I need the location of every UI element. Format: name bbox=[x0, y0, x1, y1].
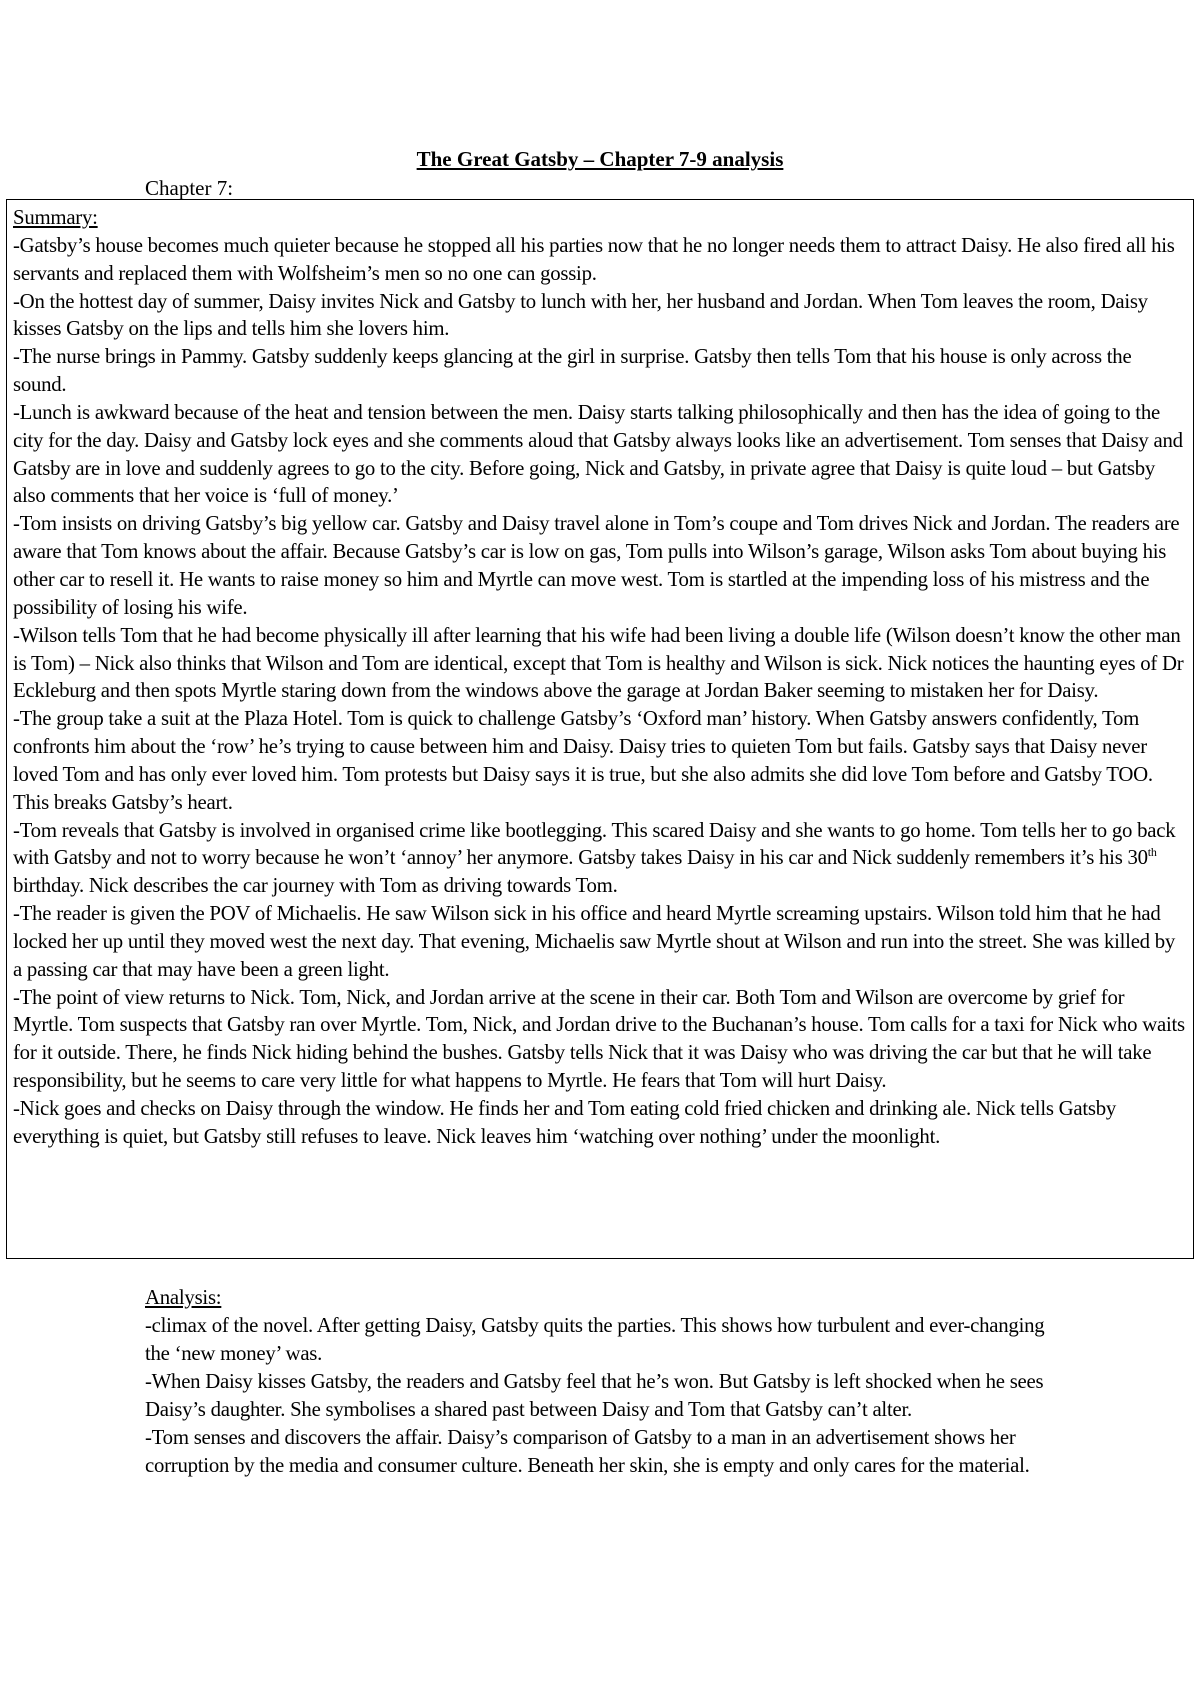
ordinal-suffix: th bbox=[1147, 845, 1157, 860]
summary-paragraph: -The nurse brings in Pammy. Gatsby suddenly keeps glancing at the girl in surprise. Gatsby then tells Tom that his house is only across the sound. bbox=[13, 345, 1132, 397]
analysis-heading: Analysis: bbox=[145, 1286, 222, 1309]
birthday-text-after: birthday. Nick describes the car journey with Tom as driving towards Tom. bbox=[13, 874, 618, 898]
summary-box bbox=[6, 199, 1194, 1259]
document-title: The Great Gatsby – Chapter 7-9 analysis bbox=[416, 147, 784, 171]
birthday-text-before: -Tom reveals that Gatsby is involved in organised crime like bootlegging. This scared Daisy and she wants to go home. Tom tells her to go back with Gatsby and not to worry because he won’t ‘annoy’ her anymore. Gatsby takes Daisy in his car and Nick suddenly remembers it’s his 30 bbox=[13, 818, 1176, 870]
analysis-paragraph: -climax of the novel. After getting Daisy, Gatsby quits the parties. This shows how turbulent and ever-changing the ‘new money’ was. bbox=[145, 1314, 1045, 1365]
summary-paragraph: -The point of view returns to Nick. Tom, Nick, and Jordan arrive at the scene in their car. Both Tom and Wilson are overcome by grief for Myrtle. Tom suspects that Gatsby ran over Myrtle. Tom, Nick, and Jordan drive to the Buchanan’s house. Tom calls for a taxi for Nick who waits for it outside. There, he finds Nick hiding behind the bushes. Gatsby tells Nick that it was Daisy who was driving the car but that he will take responsibility, but he seems to care very little for what happens to Myrtle. He fears that Tom will hurt Daisy. bbox=[13, 985, 1185, 1093]
summary-paragraph: -The reader is given the POV of Michaelis. He saw Wilson sick in his office and heard Myrtle screaming upstairs. Wilson told him that he had locked her up until they moved west the next day. That evening, Michaelis saw Myrtle shout at Wilson and run into the street. She was killed by a passing car that may have been a green light. bbox=[13, 902, 1176, 981]
summary-paragraph: -Gatsby’s house becomes much quieter because he stopped all his parties now that he no longer needs them to attract Daisy. He also fired all his servants and replaced them with Wolfsheim’s men so no one can gossip. bbox=[13, 233, 1175, 285]
chapter-label: Chapter 7: bbox=[145, 176, 234, 200]
summary-paragraph: -On the hottest day of summer, Daisy invites Nick and Gatsby to lunch with her, her husband and Jordan. When Tom leaves the room, Daisy kisses Gatsby on the lips and tells him she lovers him. bbox=[13, 289, 1148, 341]
analysis-section bbox=[145, 1284, 1065, 1480]
summary-paragraph: -Wilson tells Tom that he had become physically ill after learning that his wife had been living a double life (Wilson doesn’t know the other man is Tom) – Nick also thinks that Wilson and Tom are identical, except that Tom is healthy and Wilson is sick. Nick notices the haunting eyes of Dr Eckleburg and then spots Myrtle staring down from the windows above the garage at Jordan Baker seeming to mistaken her for Daisy. bbox=[13, 623, 1184, 703]
summary-paragraph: -Tom insists on driving Gatsby’s big yellow car. Gatsby and Daisy travel alone in Tom’s coupe and Tom drives Nick and Jordan. The readers are aware that Tom knows about the affair. Because Gatsby’s car is low on gas, Tom pulls into Wilson’s garage, Wilson asks Tom about buying his other car to resell it. He wants to raise money so him and Myrtle can move west. Tom is startled at the impending loss of his mistress and the possibility of losing his wife. bbox=[13, 512, 1180, 619]
summary-heading: Summary: bbox=[13, 206, 98, 229]
summary-paragraph-birthday bbox=[13, 817, 1188, 901]
summary-paragraph: -Lunch is awkward because of the heat and tension between the men. Daisy starts talking philosophically and then has the idea of going to the city for the day. Daisy and Gatsby lock eyes and she comments aloud that Gatsby always looks like an advertisement. Tom senses that Daisy and Gatsby are in love and suddenly agrees to go to the city. Before going, Nick and Gatsby, in private agree that Daisy is quite loud – but Gatsby also comments that her voice is ‘full of money.’ bbox=[13, 400, 1183, 508]
summary-paragraph: -Nick goes and checks on Daisy through the window. He finds her and Tom eating cold fried chicken and drinking ale. Nick tells Gatsby everything is quiet, but Gatsby still refuses to leave. Nick leaves him ‘watching over nothing’ under the moonlight. bbox=[13, 1097, 1117, 1148]
analysis-paragraph: -When Daisy kisses Gatsby, the readers and Gatsby feel that he’s won. But Gatsby is left shocked when he sees Daisy’s daughter. She symbolises a shared past between Daisy and Tom that Gatsby can’t alter. bbox=[145, 1370, 1044, 1421]
summary-paragraph: -The group take a suit at the Plaza Hotel. Tom is quick to challenge Gatsby’s ‘Oxford man’ history. When Gatsby answers confidently, Tom confronts him about the ‘row’ he’s trying to cause between him and Daisy. Daisy tries to quieten Tom but fails. Gatsby says that Daisy never loved Tom and has only ever loved him. Tom protests but Daisy says it is true, but she also admits she did love Tom before and Gatsby TOO. This breaks Gatsby’s heart. bbox=[13, 707, 1153, 814]
analysis-paragraph: -Tom senses and discovers the affair. Daisy’s comparison of Gatsby to a man in an advertisement shows her corruption by the media and consumer culture. Beneath her skin, she is empty and only cares for the material. bbox=[145, 1426, 1030, 1477]
